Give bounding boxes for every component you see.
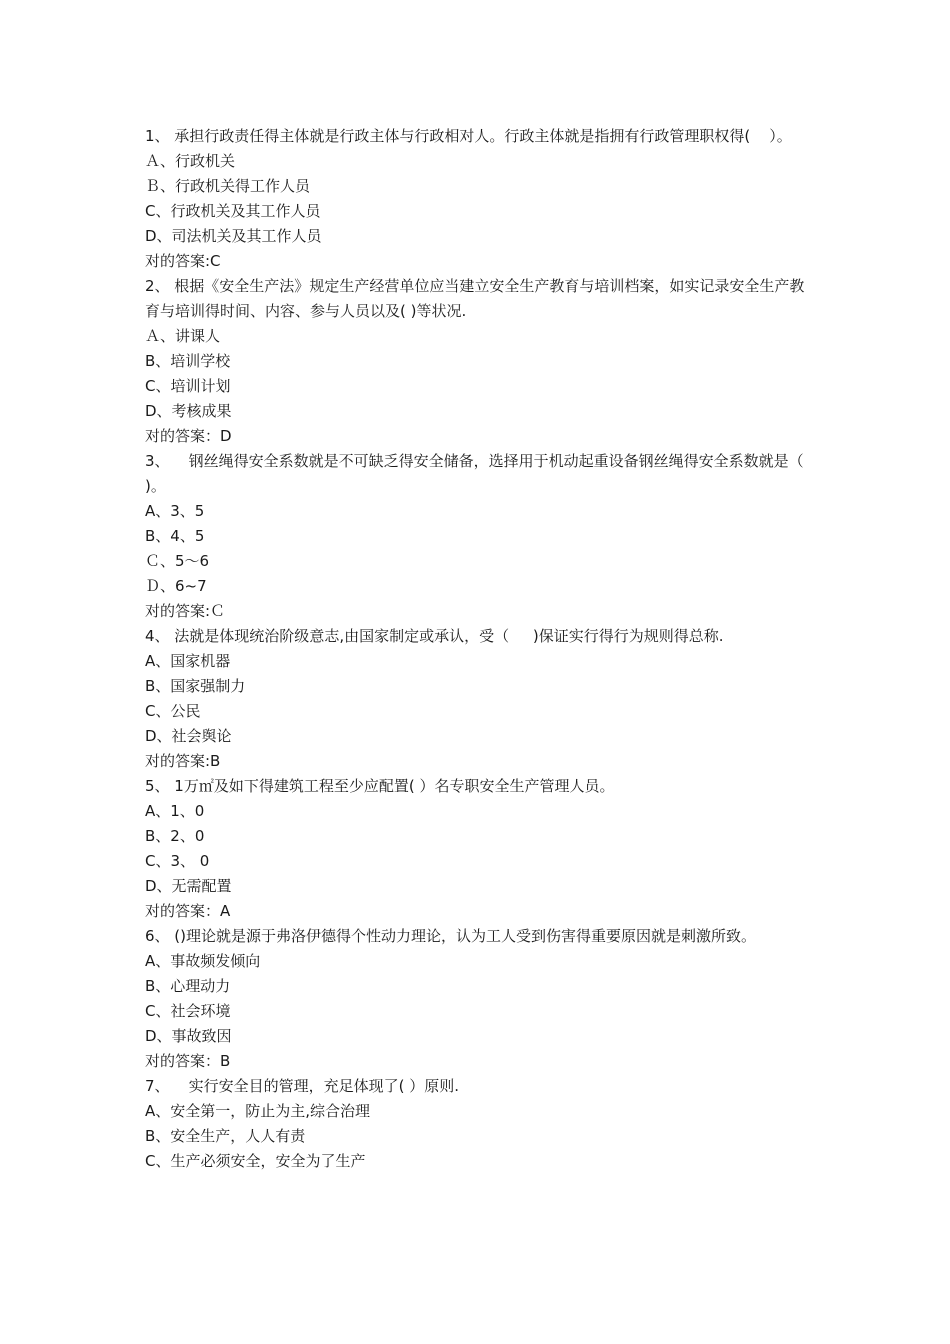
question-4 bbox=[145, 624, 810, 774]
option-b: B、培训学校 bbox=[145, 352, 231, 370]
question-stem: 1、 承担行政责任得主体就是行政主体与行政相对人。行政主体就是指拥有行政管理职权得( ）。 bbox=[145, 127, 792, 145]
option-d: D、社会舆论 bbox=[145, 727, 232, 745]
option-d: D、司法机关及其工作人员 bbox=[145, 227, 322, 245]
question-stem: 4、 法就是体现统治阶级意志,由国家制定或承认，受（ )保证实行得行为规则得总称. bbox=[145, 627, 724, 645]
option-c: C、公民 bbox=[145, 702, 201, 720]
question-list bbox=[145, 124, 810, 1174]
question-7 bbox=[145, 1074, 810, 1174]
option-c: C、3、 0 bbox=[145, 852, 210, 870]
option-a: A、1、0 bbox=[145, 802, 205, 820]
option-c: C、生产必须安全，安全为了生产 bbox=[145, 1152, 366, 1170]
question-stem: 6、 ()理论就是源于弗洛伊德得个性动力理论，认为工人受到伤害得重要原因就是刺激所致。 bbox=[145, 927, 757, 945]
answer: 对的答案:C bbox=[145, 252, 221, 270]
option-b: B、心理动力 bbox=[145, 977, 231, 995]
option-d: D、无需配置 bbox=[145, 877, 232, 895]
question-stem: 2、 根据《安全生产法》规定生产经营单位应当建立安全生产教育与培训档案，如实记录安全生产教育与培训得时间、内容、参与人员以及( )等状况. bbox=[145, 277, 805, 320]
answer: 对的答案:B bbox=[145, 752, 221, 770]
answer: 对的答案：B bbox=[145, 1052, 231, 1070]
option-a: A、事故频发倾向 bbox=[145, 952, 261, 970]
option-c: Ｃ、5～6 bbox=[145, 552, 210, 570]
question-stem: 5、 1万㎡及如下得建筑工程至少应配置( ）名专职安全生产管理人员。 bbox=[145, 777, 615, 795]
option-a: Ａ、行政机关 bbox=[145, 152, 236, 170]
option-b: B、国家强制力 bbox=[145, 677, 246, 695]
question-stem: 7、 实行安全目的管理，充足体现了( ）原则. bbox=[145, 1077, 460, 1095]
question-stem: 3、 钢丝绳得安全系数就是不可缺乏得安全储备，选择用于机动起重设备钢丝绳得安全系数就是（ )。 bbox=[145, 452, 809, 495]
option-b: B、4、5 bbox=[145, 527, 205, 545]
answer: 对的答案:Ｃ bbox=[145, 602, 226, 620]
option-b: Ｂ、行政机关得工作人员 bbox=[145, 177, 311, 195]
option-c: C、培训计划 bbox=[145, 377, 231, 395]
option-a: A、3、5 bbox=[145, 502, 205, 520]
option-d: D、考核成果 bbox=[145, 402, 232, 420]
question-5 bbox=[145, 774, 810, 924]
option-d: D、事故致因 bbox=[145, 1027, 232, 1045]
answer: 对的答案：D bbox=[145, 427, 232, 445]
option-b: B、安全生产，人人有责 bbox=[145, 1127, 306, 1145]
question-2 bbox=[145, 274, 810, 449]
answer: 对的答案：A bbox=[145, 902, 231, 920]
question-6 bbox=[145, 924, 810, 1074]
option-c: C、社会环境 bbox=[145, 1002, 231, 1020]
question-3 bbox=[145, 449, 810, 624]
option-a: A、安全第一，防止为主,综合治理 bbox=[145, 1102, 371, 1120]
option-d: Ｄ、6~7 bbox=[145, 577, 207, 595]
question-1 bbox=[145, 124, 810, 274]
option-a: Ａ、讲课人 bbox=[145, 327, 221, 345]
option-c: C、行政机关及其工作人员 bbox=[145, 202, 321, 220]
option-a: A、国家机器 bbox=[145, 652, 231, 670]
option-b: B、2、0 bbox=[145, 827, 205, 845]
